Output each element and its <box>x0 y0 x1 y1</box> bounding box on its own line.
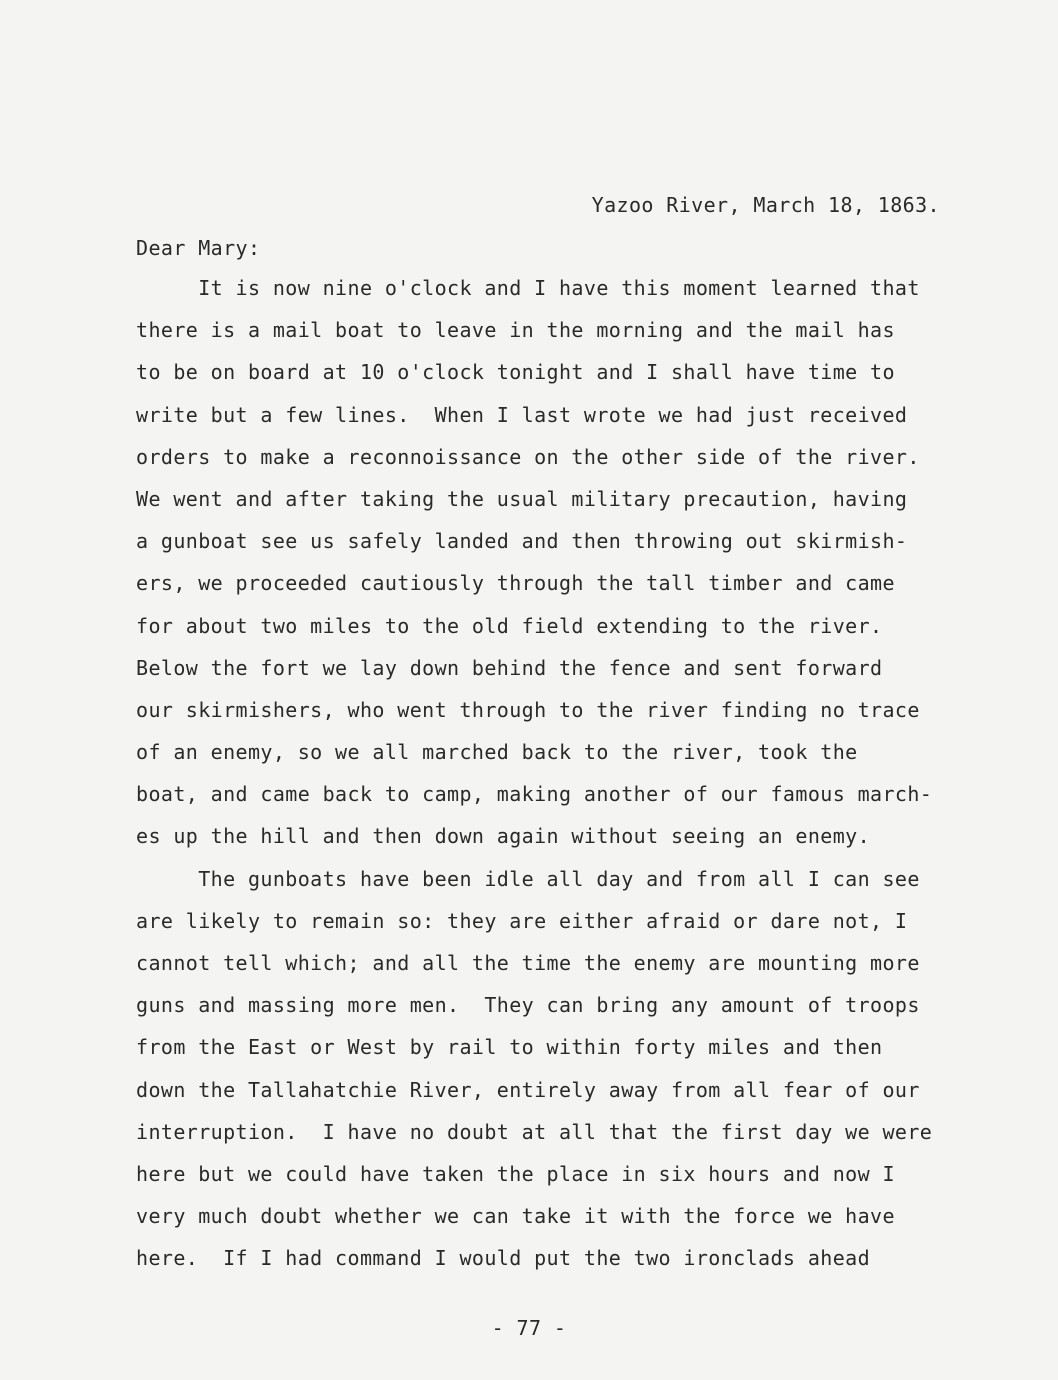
body-line: Below the fort we lay down behind the fence and sent forward <box>136 655 883 680</box>
body-line: to be on board at 10 o'clock tonight and I shall have time to <box>136 360 895 385</box>
letter-body <box>136 277 956 1290</box>
body-line: here but we could have taken the place in six hours and now I <box>136 1161 895 1186</box>
body-line: cannot tell which; and all the time the enemy are mounting more <box>136 951 920 975</box>
body-line: write but a few lines. When I last wrote we had just received <box>136 402 908 427</box>
body-line: ers, we proceeded cautiously through the tall timber and came <box>136 571 895 596</box>
body-line: there is a mail boat to leave in the morning and the mail has <box>136 318 895 343</box>
page-number: - 77 - <box>491 1316 567 1340</box>
body-line: from the East or West by rail to within forty miles and then <box>136 1035 883 1060</box>
body-line: of an enemy, so we all marched back to the river, took the <box>136 740 858 765</box>
body-line: interruption. I have no doubt at all that the first day we were <box>136 1119 933 1144</box>
body-line: We went and after taking the usual military precaution, having <box>136 486 908 511</box>
letter-dateline: Yazoo River, March 18, 1863. <box>591 193 940 217</box>
body-line: It is now nine o'clock and I have this moment learned that <box>136 276 920 300</box>
body-line: very much doubt whether we can take it with the force we have <box>136 1204 895 1229</box>
body-line: es up the hill and then down again without seeing an enemy. <box>136 824 871 849</box>
body-line: guns and massing more men. They can bring any amount of troops <box>136 993 920 1018</box>
body-line: for about two miles to the old field extending to the river. <box>136 613 883 638</box>
body-line: a gunboat see us safely landed and then throwing out skirmish- <box>136 529 908 554</box>
body-line: are likely to remain so: they are either afraid or dare not, I <box>136 908 908 933</box>
body-line: down the Tallahatchie River, entirely away from all fear of our <box>136 1077 920 1102</box>
body-line: The gunboats have been idle all day and from all I can see <box>136 866 920 891</box>
letter-salutation: Dear Mary: <box>136 236 261 260</box>
body-line: our skirmishers, who went through to the river finding no trace <box>136 697 920 722</box>
body-line: orders to make a reconnoissance on the other side of the river. <box>136 444 920 469</box>
body-line: here. If I had command I would put the two ironclads ahead <box>136 1246 871 1271</box>
body-line: boat, and came back to camp, making another of our famous march- <box>136 782 933 807</box>
